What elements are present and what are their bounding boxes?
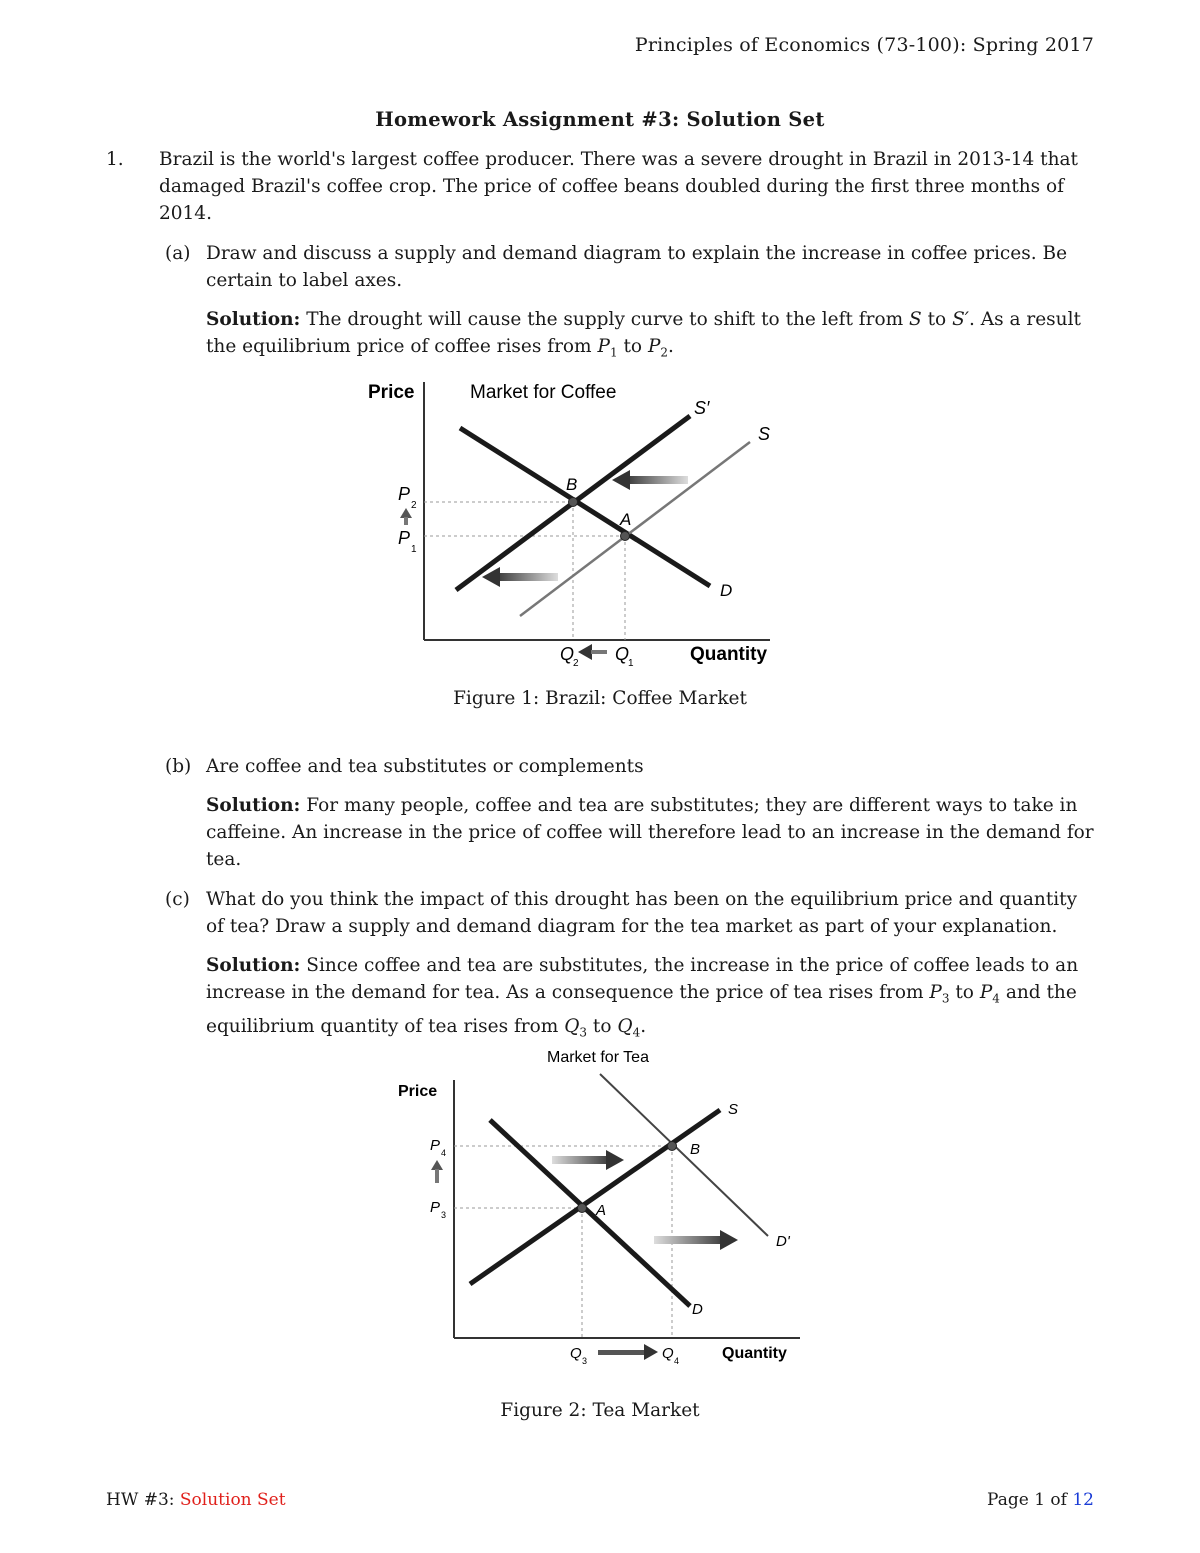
tick-q3-sub: 3: [582, 1356, 588, 1366]
y-axis-label: Price: [368, 382, 415, 403]
label-s: S: [728, 1101, 739, 1118]
part-b-label: (b): [165, 756, 192, 777]
part-c-label: (c): [165, 889, 190, 910]
part-b-solution: [206, 792, 1101, 873]
part-a-solution: [206, 306, 1101, 367]
sub-1: 1: [609, 345, 618, 360]
symbol-p2: P: [647, 336, 661, 357]
label-d: D: [720, 581, 733, 600]
sub-3: 3: [579, 1025, 588, 1040]
demand-curve-d: [460, 428, 710, 586]
total-pages-link[interactable]: 12: [1072, 1490, 1094, 1510]
symbol-p4: P: [979, 982, 993, 1003]
part-c-solution: [206, 952, 1101, 1046]
x-axis-label: Quantity: [690, 644, 768, 665]
page-number-text: Page 1 of: [987, 1490, 1067, 1510]
footer-link-solution-set[interactable]: Solution Set: [179, 1490, 286, 1510]
footer-left: [106, 1490, 286, 1510]
price-up-arrow-head: [431, 1160, 443, 1170]
point-a: [621, 532, 630, 541]
coffee-market-chart: [360, 372, 800, 672]
solution-text: The drought will cause the supply curve to shift to the left from: [306, 309, 904, 330]
solution-text: Since coffee and tea are substitutes, the increase in the price of coffee leads to an increase in the demand for tea. As a consequence the price of tea rises from: [206, 955, 1079, 1003]
tick-p4-sub: 4: [441, 1148, 447, 1158]
symbol-p3: P: [929, 982, 942, 1003]
figure-2-caption: Figure 2: Tea Market: [500, 1400, 700, 1421]
symbol-s-prime: S′: [952, 309, 969, 330]
period: .: [640, 1015, 647, 1037]
footer-prefix: HW #3:: [106, 1490, 175, 1510]
part-c-text: What do you think the impact of this drought has been on the equilibrium price and quantity of tea? Draw a supply and demand diagram for the tea market as part of your explanation.: [206, 889, 1078, 937]
part-a: [165, 240, 1100, 294]
label-point-a: A: [596, 1202, 607, 1219]
label-s: S: [758, 424, 771, 444]
tick-q4: Q: [662, 1345, 674, 1362]
chart-title: Market for Tea: [547, 1049, 649, 1066]
tick-p2: P: [398, 484, 411, 504]
tick-p3: P: [430, 1199, 441, 1216]
page-number: [987, 1490, 1094, 1510]
tick-q3: Q: [570, 1345, 582, 1362]
period: .: [668, 336, 674, 357]
solution-text-2: . As a result the equilibrium price of coffee rises from: [206, 309, 1081, 357]
demand-curve-d-prime: [600, 1074, 768, 1236]
word-to: to: [955, 982, 974, 1003]
tick-p2-sub: 2: [411, 500, 417, 511]
solution-label: Solution:: [206, 955, 301, 976]
tick-q2-sub: 2: [573, 658, 579, 669]
question-number: 1.: [106, 149, 124, 170]
sub-4: 4: [992, 991, 1000, 1006]
word-to: to: [623, 336, 643, 357]
x-axis-label: Quantity: [722, 1345, 787, 1362]
shift-arrow-lower-head: [720, 1230, 738, 1250]
shift-arrow-lower-body: [654, 1236, 728, 1244]
price-up-arrow-body: [404, 517, 408, 525]
part-c: [165, 886, 1100, 940]
tick-p1: P: [398, 528, 411, 548]
question-1-text: Brazil is the world's largest coffee producer. There was a severe drought in Brazil in 2013-14 that damaged Brazil's coffee crop. The price of coffee beans doubled during the first three months of 2014.: [159, 149, 1078, 224]
tick-q1: Q: [615, 644, 630, 664]
question-1: [106, 146, 1096, 227]
part-a-label: (a): [165, 243, 191, 264]
point-a: [578, 1204, 587, 1213]
symbol-q4: Q: [617, 1015, 633, 1037]
symbol-q3: Q: [564, 1015, 580, 1037]
tea-market-chart: [390, 1040, 810, 1370]
figure-1-caption: Figure 1: Brazil: Coffee Market: [453, 688, 747, 709]
symbol-p1: P: [597, 336, 610, 357]
symbol-s: S: [909, 309, 922, 330]
solution-text: For many people, coffee and tea are substitutes; they are different ways to take in caffeine. An increase in the price of coffee will therefore lead to an increase in the demand for tea.: [206, 795, 1094, 870]
part-a-text: Draw and discuss a supply and demand diagram to explain the increase in coffee prices. Be certain to label axes.: [206, 243, 1068, 291]
label-point-a: A: [620, 510, 632, 529]
point-b: [569, 498, 578, 507]
page-title: Homework Assignment #3: Solution Set: [375, 108, 825, 131]
quantity-left-arrow-head: [578, 644, 592, 660]
quantity-right-arrow-body: [598, 1350, 648, 1355]
label-point-b: B: [690, 1141, 701, 1158]
point-b: [668, 1142, 677, 1151]
chart-title: Market for Coffee: [470, 382, 617, 403]
shift-arrow-lower-body: [494, 573, 558, 581]
sub-4: 4: [632, 1025, 641, 1040]
running-header: Principles of Economics (73-100): Spring 2017: [634, 34, 1094, 56]
word-to: to: [927, 309, 947, 330]
tick-q1-sub: 1: [628, 658, 634, 669]
part-b: [165, 753, 1100, 780]
tick-p4: P: [430, 1137, 441, 1154]
shift-arrow-upper-body: [552, 1156, 612, 1164]
label-d-prime: D': [776, 1233, 790, 1250]
solution-label: Solution:: [206, 795, 301, 816]
label-d: D: [692, 1301, 703, 1318]
y-axis-label: Price: [398, 1083, 438, 1100]
tick-p3-sub: 3: [441, 1210, 447, 1220]
part-b-text: Are coffee and tea substitutes or complements: [206, 756, 644, 777]
quantity-left-arrow-body: [591, 650, 607, 654]
shift-arrow-upper-head: [606, 1150, 624, 1170]
sub-2: 2: [660, 345, 669, 360]
label-s-prime: S′: [694, 398, 710, 418]
solution-label: Solution:: [206, 309, 301, 330]
tick-q2: Q: [560, 644, 575, 664]
quantity-right-arrow-head: [644, 1344, 658, 1360]
tick-q4-sub: 4: [674, 1356, 680, 1366]
supply-curve-s: [520, 442, 750, 616]
tick-p1-sub: 1: [411, 544, 417, 555]
word-to: to: [592, 1015, 612, 1037]
label-point-b: B: [566, 475, 578, 494]
sub-3: 3: [941, 991, 950, 1006]
demand-curve-d: [490, 1120, 690, 1306]
price-up-arrow-body: [435, 1169, 439, 1183]
solution-text-2: and the equilibrium quantity of tea rises from: [206, 982, 1077, 1037]
shift-arrow-upper-body: [624, 476, 688, 484]
